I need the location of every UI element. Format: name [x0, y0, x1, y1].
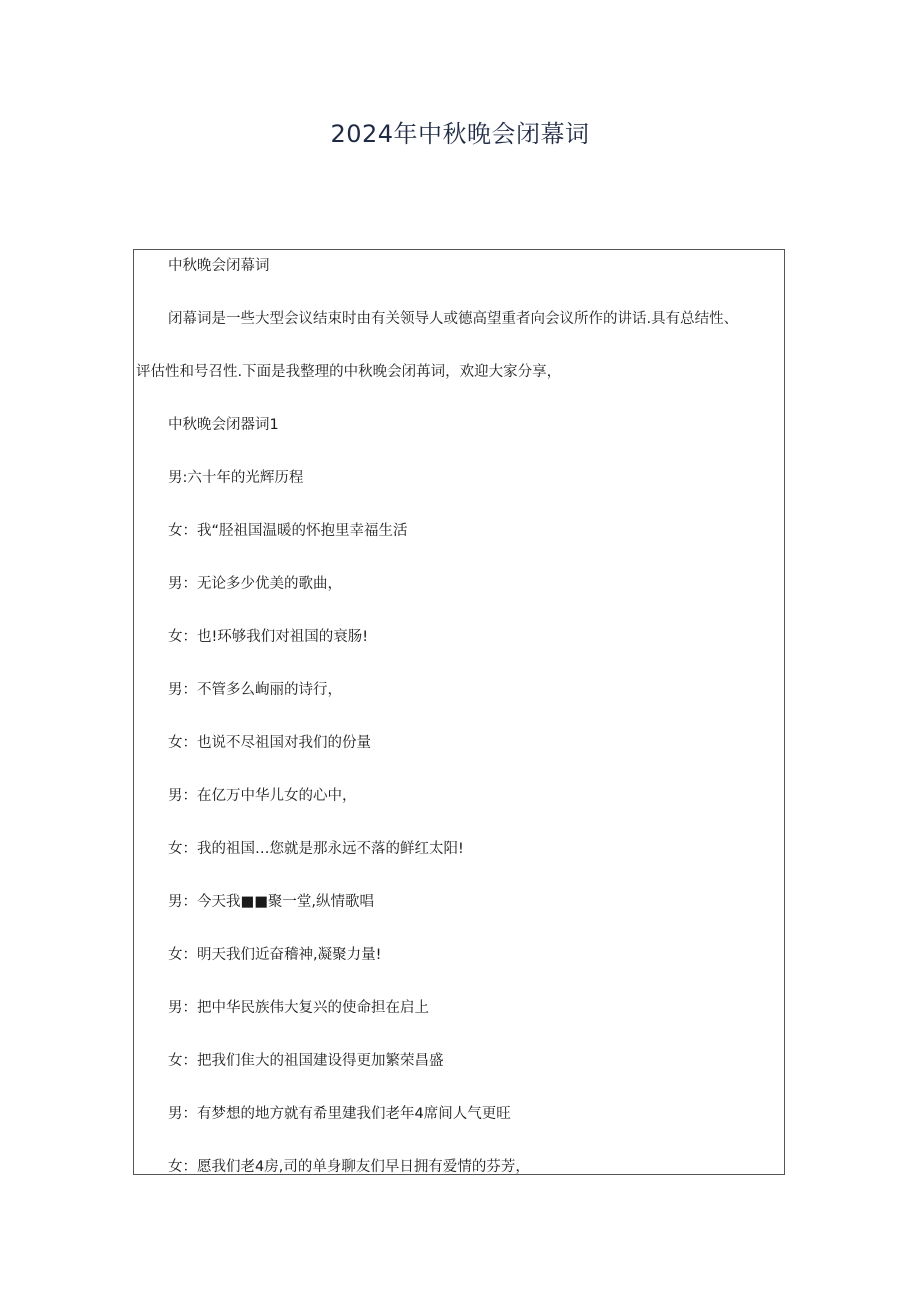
dialogue-line: 女：愿我们老4房,司的单身聊友们早日拥有爱情的芬芳，: [168, 1159, 530, 1175]
dialogue-line: 男：今天我■■聚一堂,纵情歌唱: [168, 894, 375, 910]
dialogue-line: 男：把中华民族伟大复兴的使命担在启上: [168, 1000, 429, 1016]
dialogue-line: 男：无论多少优美的歌曲，: [168, 576, 342, 592]
dialogue-line: 男：在亿万中华儿女的心中，: [168, 788, 357, 804]
dialogue-line: 男:六十年的光辉历程: [168, 470, 304, 486]
dialogue-line: 女：我“胫祖国温暖的怀抱里幸福生活: [168, 523, 408, 539]
content-heading: 中秋晚会闭幕词: [168, 258, 270, 274]
section-title: 中秋晚会闭器词1: [168, 417, 279, 433]
dialogue-line: 男：有梦想的地方就有希里建我们老年4席间人气更旺: [168, 1106, 511, 1122]
intro-line-1: 闭幕词是一些大型会议结束时由有关领导人或德高望重者向会议所作的讲话.具有总结性、: [168, 311, 739, 327]
dialogue-line: 男：不管多么峋丽的诗行，: [168, 682, 342, 698]
document-title: 2024年中秋晚会闭幕词: [330, 120, 590, 148]
dialogue-line: 女：也说不尽祖国对我们的份量: [168, 735, 371, 751]
dialogue-line: 女：把我们隹大的祖国建设得更加繁荣昌盛: [168, 1053, 444, 1069]
content-box: [133, 249, 785, 1175]
dialogue-line: 女：我的祖国…您就是那永远不落的鲜红太阳!: [168, 841, 464, 857]
dialogue-line: 女：也!环够我们对祖国的衰肠!: [168, 629, 369, 645]
dialogue-line: 女：明天我们近奋稽神,凝聚力量!: [168, 947, 382, 963]
intro-line-2: 评估性和号召性.下面是我整理的中秋晚会闭苒词，欢迎大家分享，: [136, 364, 562, 380]
